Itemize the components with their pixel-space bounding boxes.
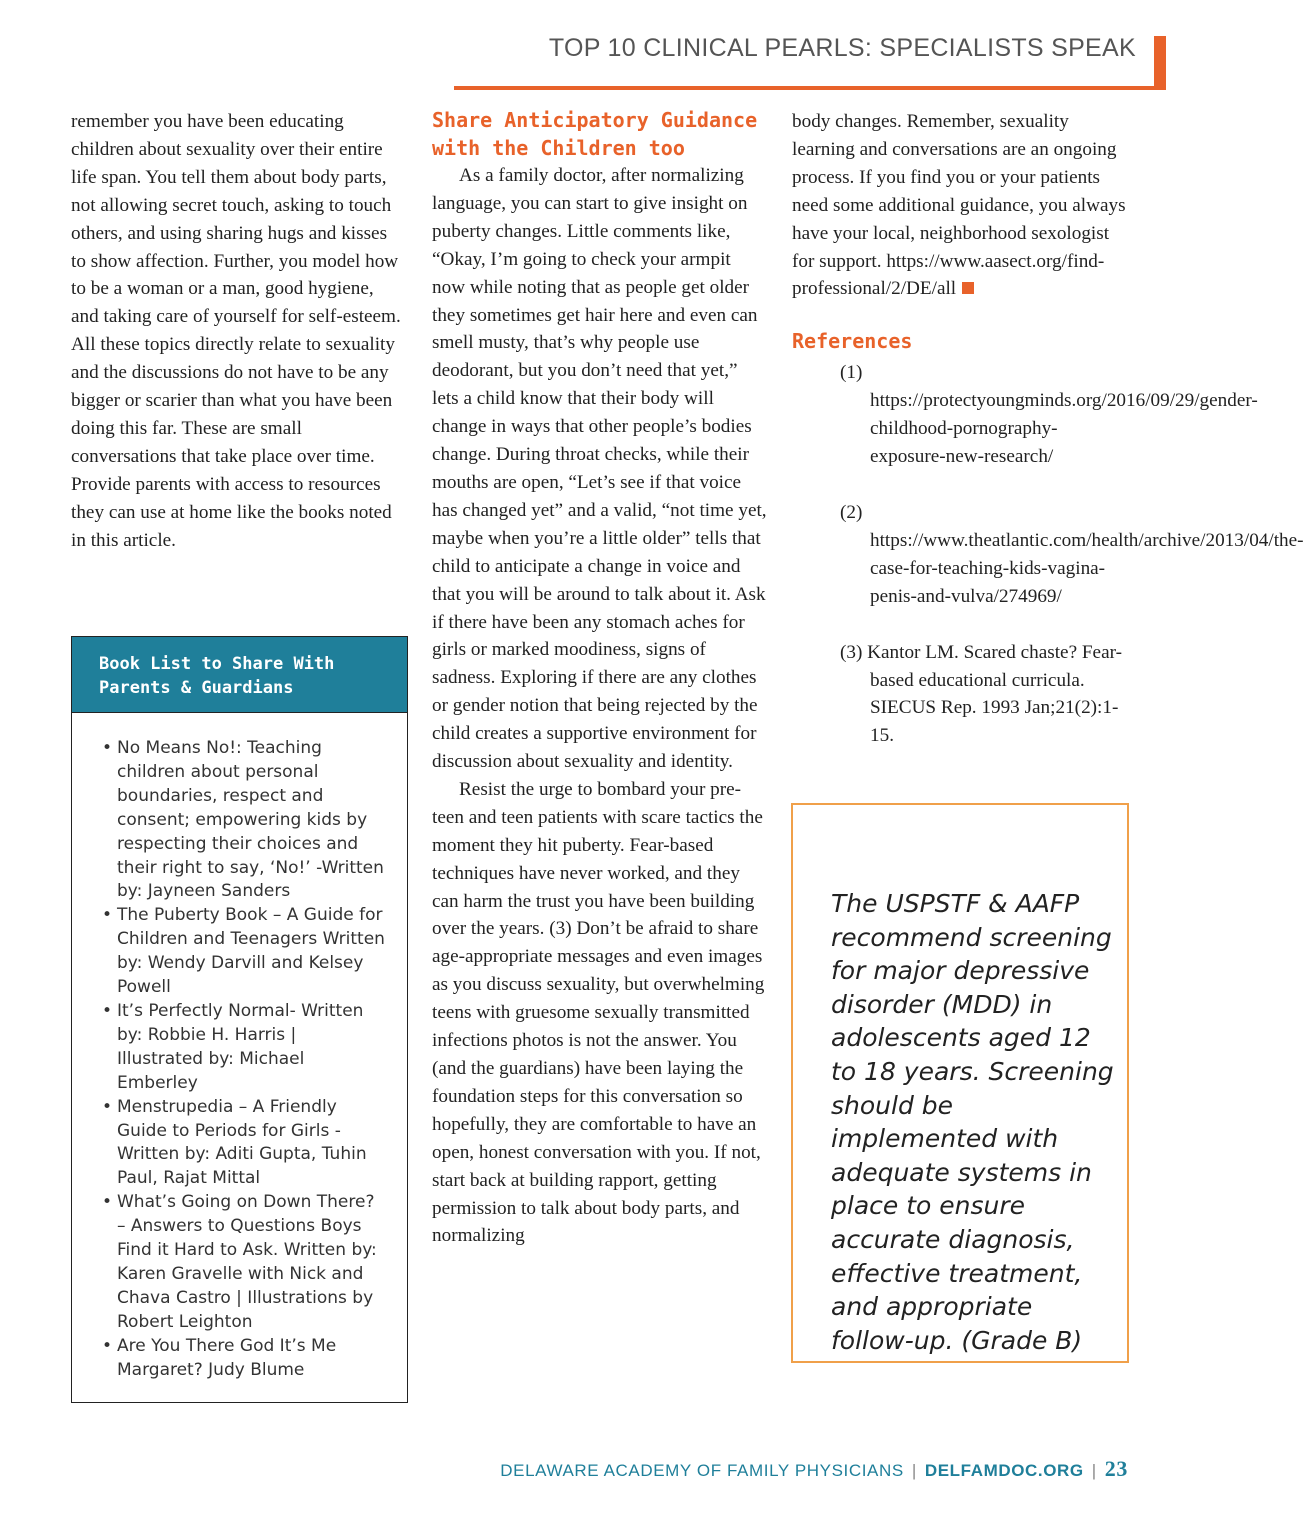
book-list-box	[71, 636, 408, 1403]
reference-item: (3) Kantor LM. Scared chaste? Fear-based educational curricula. SIECUS Rep. 1993 Jan;21(2):1-15.	[840, 641, 1122, 747]
footer	[500, 1456, 1128, 1482]
column3-paragraph-text: body changes. Remember, sexuality learning and conversations are an ongoing process. If you find you or your patients need some additional guidance, you always have your local, neighborhood sexologist for support. https://www.aasect.org/find-professional/2/DE/all	[792, 111, 1126, 300]
book-list-title: Book List to Share With Parents & Guardians	[72, 637, 407, 713]
book-list	[72, 713, 407, 1382]
book-list-item: • No Means No!: Teaching children about personal boundaries, respect and consent; empowering kids by respecting their choices and their right to say, ‘No!’ -Written by: Jayneen Sanders	[102, 737, 387, 904]
references-list	[792, 359, 1304, 750]
end-of-article-mark	[962, 282, 974, 294]
header-rule	[454, 86, 1166, 90]
book-list-item: • The Puberty Book – A Guide for Children and Teenagers Written by: Wendy Darvill and Kelsey Powell	[102, 904, 387, 1000]
footer-site-link[interactable]: DELFAMDOC.ORG	[924, 1461, 1084, 1480]
reference-item: (2) https://www.theatlantic.com/health/archive/2013/04/the-case-for-teaching-kids-vagina-penis-and-vulva/274969/	[840, 501, 1304, 607]
column3-paragraph	[792, 108, 1132, 303]
book-list-item: • Menstrupedia – A Friendly Guide to Periods for Girls - Written by: Aditi Gupta, Tuhin Paul, Rajat Mittal	[102, 1096, 387, 1192]
footer-separator: |	[911, 1461, 917, 1480]
footer-org: DELAWARE ACADEMY OF FAMILY PHYSICIANS	[500, 1461, 904, 1480]
column2-paragraph-1: As a family doctor, after normalizing language, you can start to give insight on puberty changes. Little comments like, “Okay, I’m going to check your armpit now while noting that as people get older they sometimes get hair here and even can smell musty, that’s why people use deodorant, but you don’t need that yet,” lets a child know that their body will change in ways that other people’s bodies change. During throat checks, while their mouths are open, “Let’s see if that voice has changed yet” and a valid, “not time yet, maybe when you’re a little older” tells that child to anticipate a change in voice and that you will be around to talk about it. Ask if there have been any stomach aches for girls or marked moodiness, signs of sadness. Exploring if there are any clothes or gender notion that being rejected by the child creates a supportive environment for discussion about sexuality and identity.	[432, 165, 767, 773]
book-list-item: • Are You There God It’s Me Margaret? Judy Blume	[102, 1335, 387, 1383]
guidance-heading: Share Anticipatory Guidance with the Children too	[432, 108, 758, 160]
column1-paragraph: remember you have been educating children about sexuality over their entire life span. You tell them about body parts, not allowing secret touch, asking to touch others, and using sharing hugs and kisses to show affection. Further, you model how to be a woman or a man, good hygiene, and taking care of yourself for self-esteem. All these topics directly relate to sexuality and the discussions do not have to be any bigger or scarier than what you have been doing this far. These are small conversations that take place over time. Provide parents with access to resources they can use at home like the books noted in this article.	[71, 111, 401, 551]
reference-item: (1) https://protectyoungminds.org/2016/09/29/gender-childhood-pornography-exposure-new-research/	[840, 362, 1258, 468]
header-accent-bar	[1154, 36, 1166, 90]
book-list-item: • It’s Perfectly Normal- Written by: Robbie H. Harris | Illustrated by: Michael Emberley	[102, 1000, 387, 1096]
callout-text: The USPSTF & AAFP recommend screening for major depressive disorder (MDD) in adolescents aged 12 to 18 years. Screening should be implemented with adequate systems in place to ensure accurate diagnosis, effective treatment, and appropriate follow-up. (Grade B)	[831, 889, 1114, 1355]
column2-paragraph-2: Resist the urge to bombard your pre-teen and teen patients with scare tactics the moment they hit puberty. Fear-based techniques have never worked, and they can harm the trust you have been building over the years. (3) Don’t be afraid to share age-appropriate messages and even images as you discuss sexuality, but overwhelming teens with gruesome sexually transmitted infections photos is not the answer. You (and the guardians) have been laying the foundation steps for this conversation so hopefully, they are comfortable to have an open, honest conversation with you. If not, start back at building rapport, getting permission to talk about body parts, and normalizing	[432, 778, 765, 1247]
footer-separator: |	[1091, 1461, 1097, 1480]
callout-box	[791, 803, 1129, 1363]
references-heading: References	[792, 329, 913, 354]
column2	[432, 106, 768, 1250]
section-title: TOP 10 CLINICAL PEARLS: SPECIALISTS SPEAK	[548, 34, 1136, 62]
column3	[792, 108, 1304, 778]
book-list-item: • What’s Going on Down There? – Answers to Questions Boys Find it Hard to Ask. Written by: Karen Gravelle with Nick and Chava Castro | Illustrations by Robert Leighton	[102, 1191, 387, 1334]
page-number: 23	[1104, 1456, 1128, 1481]
